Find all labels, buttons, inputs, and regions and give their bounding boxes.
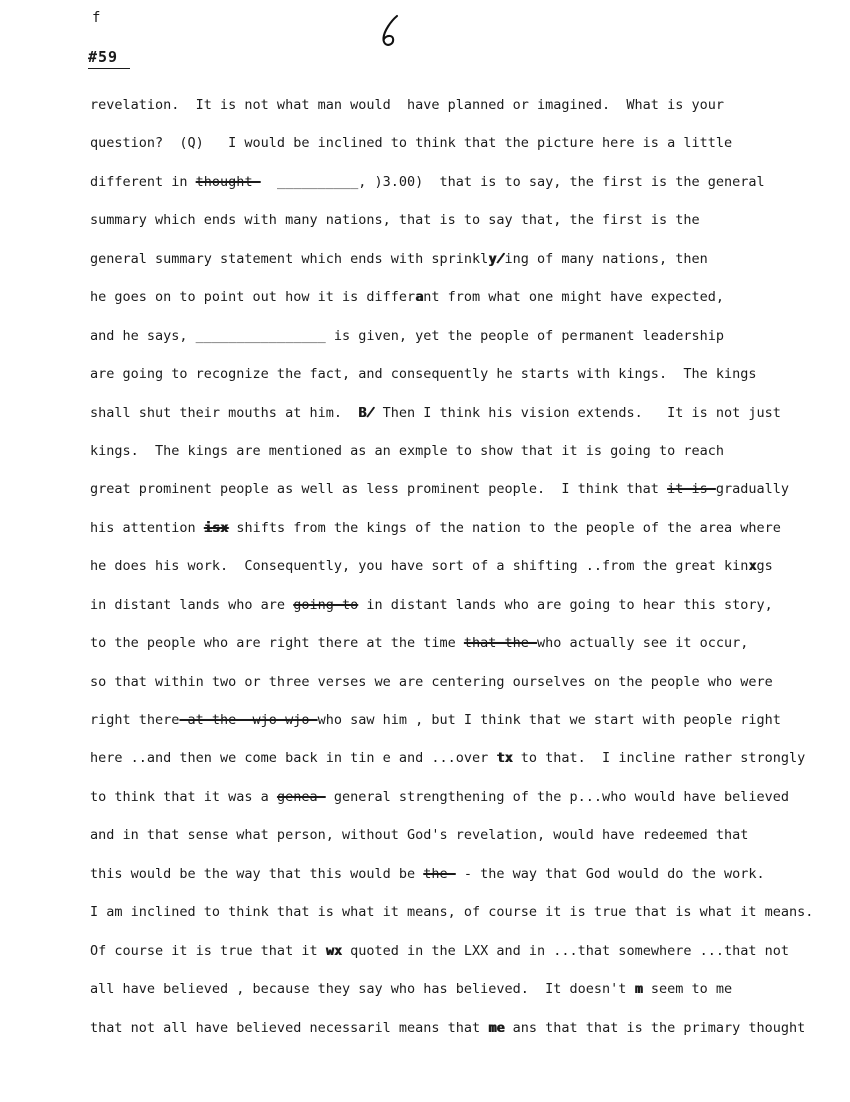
overtyped-text: tx [496,750,513,767]
typescript-line [90,586,813,624]
text-segment: general summary statement which ends with sprinkl [90,250,489,267]
text-segment: Of course it is true that it [90,942,326,959]
text-segment: seem to me [642,981,733,998]
text-segment: - the way that God would do the work. [455,865,765,882]
text-segment: all have believed , because they say who has believed. It doesn't [90,981,635,998]
overtyped-text: m [634,981,643,998]
text-segment: that not all have believed necessaril means that [90,1019,489,1036]
typescript-line [90,547,813,585]
text-segment: so that within two or three verses we are centering ourselves on the people who were [90,673,773,690]
handwritten-page-number [378,14,402,50]
typescript-line [90,317,813,355]
struck-text: that the- [463,635,538,652]
typescript-line [90,624,813,662]
typescript-line [90,663,813,701]
typescript-line [90,778,813,816]
typescript-line [90,932,813,970]
text-segment: this would be the way that this would be [90,865,424,882]
text-segment: his attention [90,519,204,536]
text-segment: to think that it was a [90,788,277,805]
struck-text: it is- [667,481,716,498]
text-segment: question? (Q) I would be inclined to think that the picture here is a little [90,135,733,152]
text-segment: and he says, ________________ is given, yet the people of permanent leadership [90,327,724,344]
typescript-body [90,86,813,1047]
typescript-line [90,509,813,547]
overtyped-text: B̸ [358,404,375,421]
text-segment: who actually see it occur, [537,635,749,652]
struck-text: genea- [276,788,326,805]
struck-text: -at the- wjo-wjo- [179,712,318,728]
typescript-line [90,970,813,1008]
text-segment: revelation. It is not what man would have planned or imagined. What is your [90,97,724,113]
text-segment: gradually [715,481,790,498]
text-segment: in distant lands who are going to hear this story, [358,596,773,613]
section-number: #59 [88,48,130,69]
typescript-line [90,240,813,278]
typescript-line [90,201,813,239]
text-segment: different in [90,173,196,190]
overtyped-text: x [748,558,757,575]
page-letter: f [92,10,101,26]
overtyped-text: isx [203,519,229,536]
typescript-line [90,816,813,854]
text-segment: he goes on to point out how it is differ [90,289,416,306]
text-segment: who saw him , but I think that we start with people right [317,712,781,728]
text-segment: to the people who are right there at the time [90,635,464,652]
typescript-line [90,355,813,393]
typescript-line [90,163,813,201]
text-segment: I am inclined to think that is what it means, of course it is true that is what it means. [90,904,814,921]
typescript-line [90,432,813,470]
text-segment: ans that that is the primary thought [504,1019,806,1036]
text-segment: shifts from the kings of the nation to the people of the area where [228,519,781,536]
text-segment: right there [90,712,180,728]
text-segment: in distant lands who are [90,596,294,613]
overtyped-text: wx [325,942,342,959]
struck-text: the- [423,865,456,882]
typescript-line [90,739,813,777]
text-segment: great prominent people as well as less prominent people. I think that [90,481,668,498]
struck-text: thought- [195,173,261,190]
typescript-line [90,470,813,508]
typescript-line [90,893,813,931]
text-segment: __________, )3.00) that is to say, the first is the general [260,173,765,190]
typescript-line [90,1009,813,1047]
text-segment: he does his work. Consequently, you have sort of a shifting ..from the great kin [90,558,749,575]
text-segment: here ..and then we come back in tin e and ...over [90,750,497,767]
overtyped-text: me [488,1019,505,1036]
text-segment: quoted in the LXX and in ...that somewhere ...that not [341,942,789,959]
text-segment: summary which ends with many nations, that is to say that, the first is the [90,212,700,229]
typescript-line [90,86,813,124]
struck-text: going to [293,596,359,613]
text-segment: to that. I incline rather strongly [512,750,806,767]
typescript-line [90,124,813,162]
text-segment: gs [756,558,773,575]
text-segment: kings. The kings are mentioned as an exmple to show that it is going to reach [90,442,724,459]
typescript-line [90,855,813,893]
text-segment: Then I think his vision extends. It is not just [374,404,781,421]
typescript-line [90,701,813,739]
text-segment: general strengthening of the p...who would have believed [325,788,789,805]
typescript-line [90,278,813,316]
text-segment: are going to recognize the fact, and consequently he starts with kings. The kings [90,366,757,383]
overtyped-text: a [415,289,424,306]
text-segment: nt from what one might have expected, [423,289,724,306]
overtyped-text: y̸ [488,250,505,267]
typescript-line [90,394,813,432]
text-segment: ing of many nations, then [504,250,708,267]
text-segment: shall shut their mouths at him. [90,404,359,421]
text-segment: and in that sense what person, without God's revelation, would have redeemed that [90,827,749,844]
